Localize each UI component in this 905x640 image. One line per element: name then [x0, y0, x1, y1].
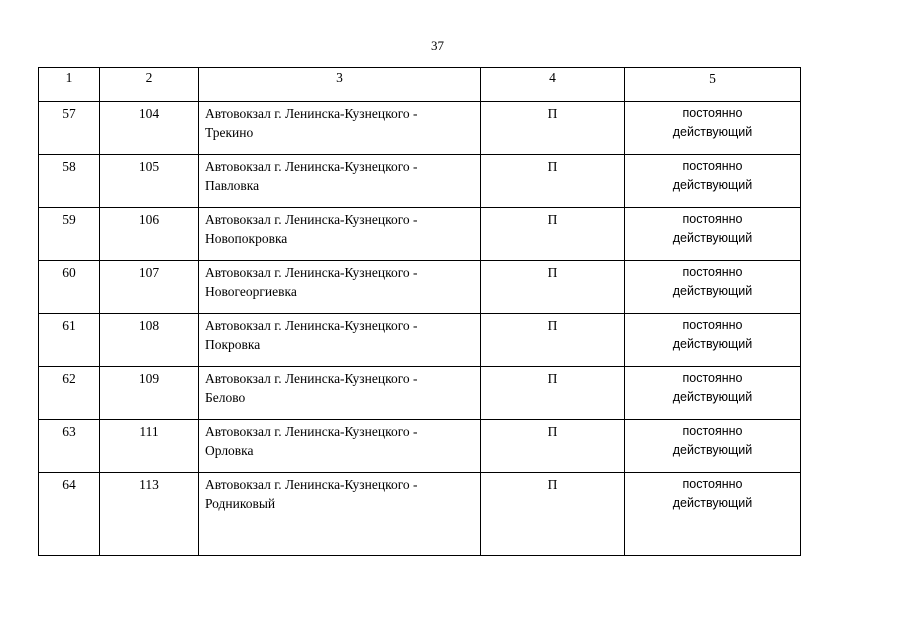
- row-number: 62: [39, 367, 100, 420]
- row-number: 57: [39, 102, 100, 155]
- header-cell-1: 1: [39, 68, 100, 102]
- route-status-line-1: постоянно: [682, 265, 743, 279]
- table-row: [39, 420, 801, 473]
- route-type: П: [481, 208, 625, 261]
- table-row: [39, 102, 801, 155]
- table-row: [39, 473, 801, 556]
- route-name-line-1: Автовокзал г. Ленинска-Кузнецкого -: [205, 371, 418, 386]
- header-cell-2: 2: [100, 68, 199, 102]
- route-status-line-2: действующий: [672, 231, 753, 245]
- row-number: 58: [39, 155, 100, 208]
- route-name: [199, 208, 481, 261]
- route-name-line-1: Автовокзал г. Ленинска-Кузнецкого -: [205, 477, 418, 492]
- route-status-line-1: постоянно: [682, 318, 743, 332]
- routes-table: [38, 67, 801, 556]
- table-row: [39, 261, 801, 314]
- route-status-line-2: действующий: [672, 337, 753, 351]
- route-name-line-2: Новогеоргиевка: [205, 284, 297, 299]
- route-number: 104: [100, 102, 199, 155]
- route-status: [625, 314, 801, 367]
- table-header-row: [39, 68, 801, 102]
- header-cell-3: 3: [199, 68, 481, 102]
- route-status-line-1: постоянно: [682, 371, 743, 385]
- route-name: [199, 314, 481, 367]
- route-name-line-2: Орловка: [205, 443, 254, 458]
- table-row: [39, 367, 801, 420]
- route-status: [625, 367, 801, 420]
- route-number: 106: [100, 208, 199, 261]
- route-status: [625, 102, 801, 155]
- route-status: [625, 155, 801, 208]
- route-number: 107: [100, 261, 199, 314]
- route-type: П: [481, 102, 625, 155]
- route-status-line-1: постоянно: [682, 477, 743, 491]
- route-status-line-2: действующий: [672, 443, 753, 457]
- route-name-line-2: Трекино: [205, 125, 254, 140]
- route-status: [625, 208, 801, 261]
- route-name-line-2: Новопокровка: [205, 231, 288, 246]
- route-type: П: [481, 314, 625, 367]
- route-name: [199, 261, 481, 314]
- row-number: 59: [39, 208, 100, 261]
- route-name-line-1: Автовокзал г. Ленинска-Кузнецкого -: [205, 424, 418, 439]
- route-status-line-2: действующий: [672, 284, 753, 298]
- row-number: 63: [39, 420, 100, 473]
- route-name-line-2: Родниковый: [205, 496, 276, 511]
- route-name-line-1: Автовокзал г. Ленинска-Кузнецкого -: [205, 318, 418, 333]
- route-name-line-1: Автовокзал г. Ленинска-Кузнецкого -: [205, 265, 418, 280]
- route-number: 108: [100, 314, 199, 367]
- table-row: [39, 155, 801, 208]
- route-status-line-2: действующий: [672, 125, 753, 139]
- route-name: [199, 155, 481, 208]
- route-status-line-2: действующий: [672, 390, 753, 404]
- row-number: 61: [39, 314, 100, 367]
- route-name: [199, 102, 481, 155]
- route-number: 111: [100, 420, 199, 473]
- page-number: 37: [431, 38, 444, 53]
- route-status-line-2: действующий: [672, 178, 753, 192]
- route-status-line-2: действующий: [672, 496, 753, 510]
- route-status: [625, 420, 801, 473]
- route-name: [199, 367, 481, 420]
- route-status-line-1: постоянно: [682, 212, 743, 226]
- route-type: П: [481, 155, 625, 208]
- route-status-line-1: постоянно: [682, 424, 743, 438]
- route-name-line-2: Павловка: [205, 178, 260, 193]
- table-row: [39, 314, 801, 367]
- route-name-line-2: Покровка: [205, 337, 261, 352]
- row-number: 64: [39, 473, 100, 556]
- route-status-line-1: постоянно: [682, 106, 743, 120]
- row-number: 60: [39, 261, 100, 314]
- route-name-line-1: Автовокзал г. Ленинска-Кузнецкого -: [205, 106, 418, 121]
- table-row: [39, 208, 801, 261]
- route-number: 105: [100, 155, 199, 208]
- route-status-line-1: постоянно: [682, 159, 743, 173]
- route-name: [199, 473, 481, 556]
- route-name-line-1: Автовокзал г. Ленинска-Кузнецкого -: [205, 159, 418, 174]
- route-name-line-2: Белово: [205, 390, 246, 405]
- route-name: [199, 420, 481, 473]
- route-number: 113: [100, 473, 199, 556]
- route-status: [625, 261, 801, 314]
- route-type: П: [481, 261, 625, 314]
- header-cell-5: 5: [625, 68, 801, 102]
- header-cell-4: 4: [481, 68, 625, 102]
- route-type: П: [481, 367, 625, 420]
- route-status: [625, 473, 801, 556]
- route-number: 109: [100, 367, 199, 420]
- route-type: П: [481, 473, 625, 556]
- route-name-line-1: Автовокзал г. Ленинска-Кузнецкого -: [205, 212, 418, 227]
- route-type: П: [481, 420, 625, 473]
